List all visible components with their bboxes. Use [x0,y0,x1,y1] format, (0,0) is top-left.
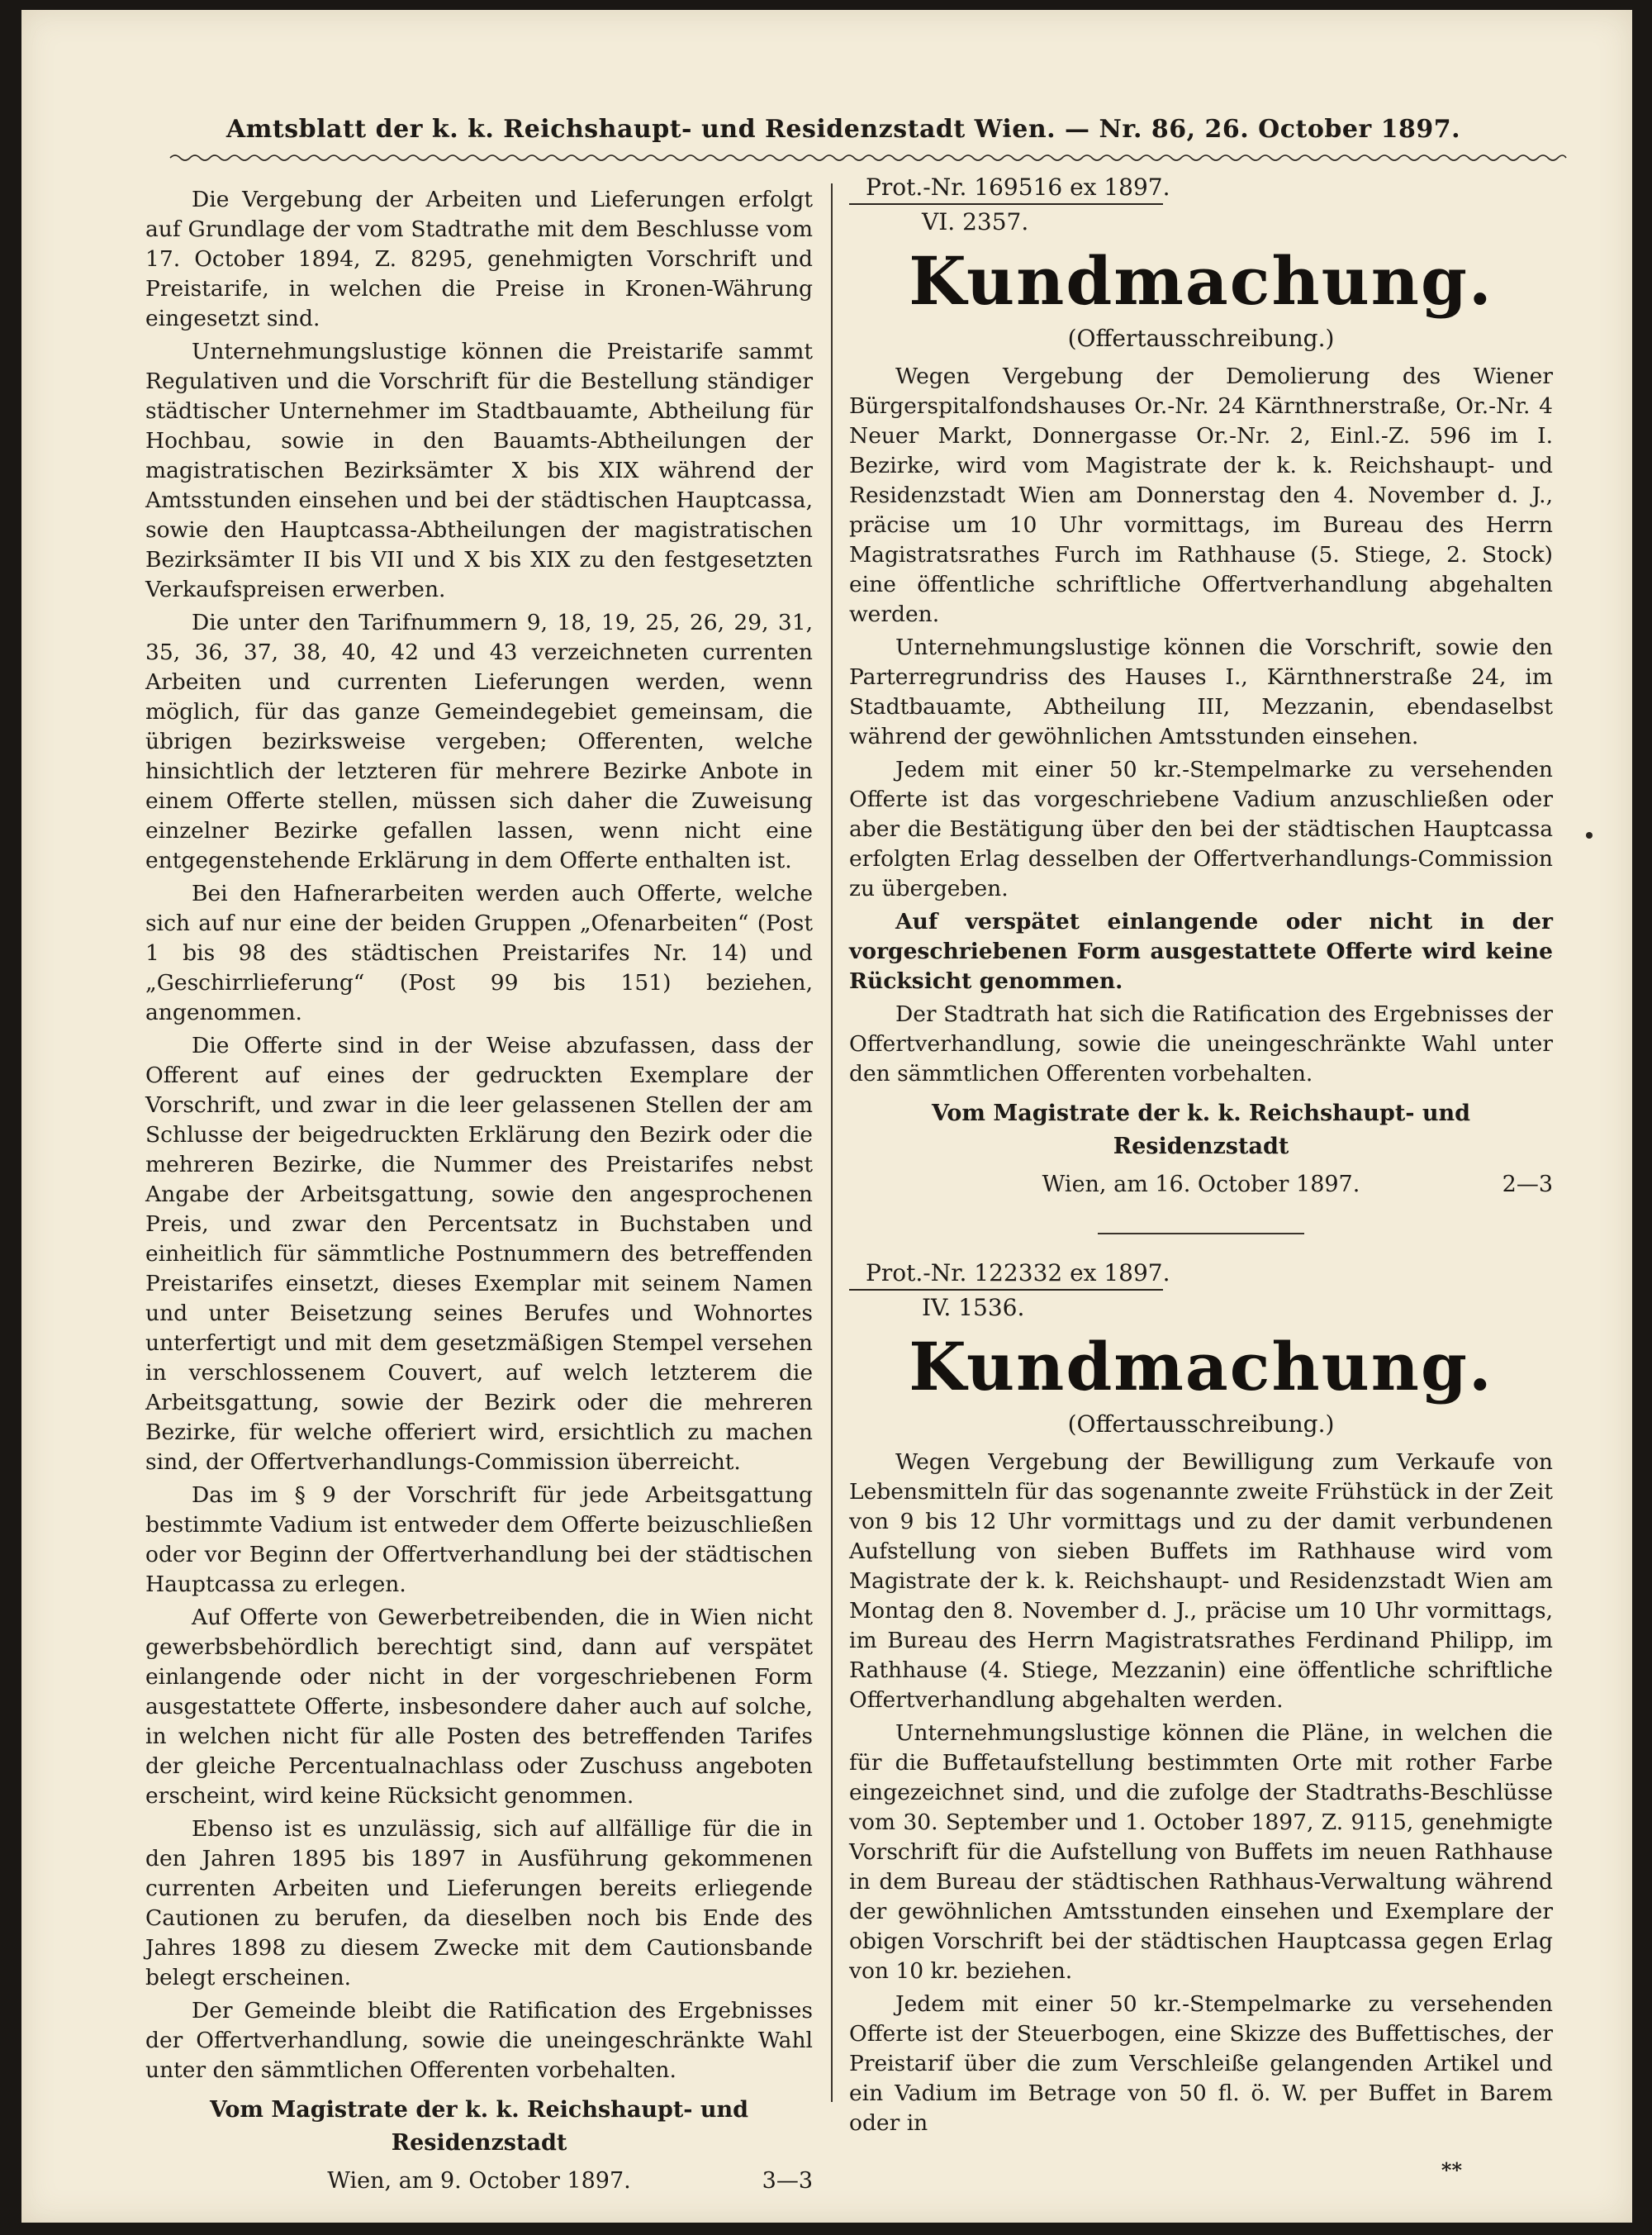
left-column [145,185,813,2194]
left-paragraph: Das im § 9 der Vorschrift für jede Arbeitsgattung bestimmte Vadium ist entweder dem Offerte beizuschließen oder vor Beginn der Offertverhandlung bei der städtischen Hauptcassa zu erlegen. [145,1482,813,1597]
notice2-sub-number: IV. 1536. [922,1294,1025,1321]
left-paragraph: Bei den Hafnerarbeiten werden auch Offerte, welche sich auf nur eine der beiden Gruppen „Ofenarbeiten“ (Post 1 bis 98 des städtischen Preistarifes Nr. 14) und „Geschirrlieferung“ (Post 99 bis 151) beziehen, angenommen. [145,881,813,1025]
notice1-signature: Vom Magistrate der k. k. Reichshaupt- und Residenzstadt [931,1101,1471,1159]
margin-dot [1586,832,1593,839]
notice1-issue-number: 2—3 [1502,1172,1553,1197]
left-paragraph: Ebenso ist es unzulässig, sich auf allfällige für die in den Jahren 1895 bis 1897 in Ausführung gekommenen currenten Arbeiten und Lieferungen bereits erliegende Cautionen zu berufen, da dieselben noch bis Ende des Jahres 1898 zu diesem Zwecke mit dem Cautionsbande belegt erscheinen. [145,1816,813,1990]
column-divider [831,183,833,2102]
left-signature: Vom Magistrate der k. k. Reichshaupt- und Residenzstadt [209,2097,749,2156]
left-date-line [145,2165,813,2198]
notice1-date: Wien, am 16. October 1897. [1042,1172,1360,1197]
continuation-mark: ** [1441,2158,1462,2182]
notice1-sub-number: VI. 2357. [922,208,1029,235]
left-date: Wien, am 9. October 1897. [327,2168,631,2194]
notice-separator [1098,1233,1304,1234]
notice2-paragraph: Wegen Vergebung der Bewilligung zum Verkaufe von Lebensmitteln für das sogenannte zweite Frühstück in der Zeit von 9 bis 12 Uhr vormittags und zu der damit verbundenen Aufstellung von sieben Buffets im Rathhause wird vom Magistrate der k. k. Reichshaupt- und Residenzstadt Wien am Montag den 8. November d. J., präcise um 10 Uhr vormittags, im Bureau des Herrn Magistratsrathes Ferdinand Philipp, im Rathhause (4. Stiege, Mezzanin) eine öffentliche schriftliche Offertverhandlung abgehalten werden. [849,1449,1553,1713]
left-issue-number: 3—3 [762,2168,813,2194]
notice-buffets [849,1259,1553,2183]
notice1-subtitle: (Offertausschreibung.) [1067,325,1335,352]
notice1-date-line [849,1168,1553,1201]
left-paragraph: Auf Offerte von Gewerbetreibenden, die in Wien nicht gewerbsbehördlich berechtigt sind, dann auf verspätet einlangende oder nicht in der vorgeschriebenen Form ausgestattete Offerte, insbesondere daher auch auf solche, in welchen nicht für alle Posten des betreffenden Tarifes der gleiche Percentualnachlass oder Zuschuss angeboten erscheint, wird keine Rücksicht genommen. [145,1605,813,1809]
newspaper-page [21,10,1632,2223]
notice1-paragraph: Der Stadtrath hat sich die Ratification des Ergebnisses der Offertverhandlung, sowie die uneingeschränkte Wahl unter den sämmtlichen Offerenten vorbehalten. [849,1001,1553,1087]
notice1-prot-number: Prot.-Nr. 169516 ex 1897. [849,174,1163,205]
left-paragraph: Die unter den Tarifnummern 9, 18, 19, 25, 26, 29, 31, 35, 36, 37, 38, 40, 42 und 43 verzeichneten currenten Arbeiten und currenten Lieferungen werden, wenn möglich, für das ganze Gemeindegebiet gemeinsam, die übrigen bezirksweise vergeben; Offerenten, welche hinsichtlich der letzteren für mehrere Bezirke Anbote in einem Offerte stellen, müssen sich daher die Zuweisung einzelner Bezirke gefallen lassen, wenn nicht eine entgegenstehende Erklärung in dem Offerte enthalten ist. [145,610,813,873]
notice2-title: Kundmachung. [909,1328,1493,1405]
notice1-paragraph: Jedem mit einer 50 kr.-Stempelmarke zu versehenden Offerte ist das vorgeschriebene Vadium anzuschließen oder aber die Bestätigung über den bei der städtischen Hauptcassa erfolgten Erlag desselben der Offertverhandlungs-Commission zu übergeben. [849,757,1553,901]
notice2-prot-number: Prot.-Nr. 122332 ex 1897. [849,1259,1163,1291]
left-paragraph: Die Vergebung der Arbeiten und Lieferungen erfolgt auf Grundlage der vom Stadtrathe mit dem Beschlusse vom 17. October 1894, Z. 8295, genehmigten Vorschrift und Preistarife, in welchen die Preise in Kronen-Währung eingesetzt sind. [145,187,813,331]
left-paragraph: Unternehmungslustige können die Preistarife sammt Regulativen und die Vorschrift für die Bestellung ständiger städtischer Unternehmer im Stadtbauamte, Abtheilung für Hochbau, sowie in den Bauamts-Abtheilungen der magistratischen Bezirksämter X bis XIX während der Amtsstunden einsehen und bei der städtischen Hauptcassa, sowie den Hauptcassa-Abtheilungen der magistratischen Bezirksämter II bis VII und X bis XIX zu den festgesetzten Verkaufspreisen erwerben. [145,339,813,602]
notice1-paragraph: Wegen Vergebung der Demolierung des Wiener Bürgerspitalfondshauses Or.-Nr. 24 Kärnthnerstraße, Or.-Nr. 4 Neuer Markt, Donnergasse Or.-Nr. 2, Einl.-Z. 596 im I. Bezirke, wird vom Magistrate der k. k. Reichshaupt- und Residenzstadt Wien am Donnerstag den 4. November d. J., präcise um 10 Uhr vormittags, im Bureau des Herrn Magistratsrathes Furch im Rathhause (5. Stiege, 2. Stock) eine öffentliche schriftliche Offertverhandlung abgehalten werden. [849,364,1553,627]
notice2-paragraph: Unternehmungslustige können die Pläne, in welchen die für die Buffetaufstellung bestimmten Orte mit rother Farbe eingezeichnet sind, und die zufolge der Stadtraths-Beschlüsse vom 30. September und 1. October 1897, Z. 9115, genehmigte Vorschrift für die Aufstellung von Buffets im neuen Rathhause in dem Bureau der städtischen Rathhaus-Verwaltung während der gewöhnlichen Amtsstunden einsehen und Exemplare der obigen Vorschrift bei der städtischen Hauptcassa gegen Erlag von 10 kr. beziehen. [849,1720,1553,1984]
notice2-paragraph: Jedem mit einer 50 kr.-Stempelmarke zu versehenden Offerte ist der Steuerbogen, eine Skizze des Buffettisches, der Preistarif über die zum Verschleiße gelangenden Artikel und ein Vadium im Betrage von 50 fl. ö. W. per Buffet in Barem oder in [849,1991,1553,2136]
left-paragraph: Die Offerte sind in der Weise abzufassen, dass der Offerent auf eines der gedruckten Exemplare der Vorschrift, und zwar in die leer gelassenen Stellen der am Schlusse der beigedruckten Erklärung den Bezirk oder die mehreren Bezirke, die Nummer des Preistarifes nebst Angabe der Arbeitsgattung, sowie den angesprochenen Preis, und zwar den Percentsatz in Buchstaben und einheitlich für sämmtliche Postnummern des betreffenden Preistarifes einsetzt, dieses Exemplar mit seinem Namen und unter Beisetzung seines Berufes und Wohnortes unterfertigt und mit dem gesetzmäßigen Stempel versehen in verschlossenem Couvert, auf welch letzterem die Arbeitsgattung, sowie der Bezirk oder die mehreren Bezirke, für welche offeriert wird, ersichtlich zu machen sind, der Offertverhandlungs-Commission überreicht. [145,1033,813,1475]
notice2-subtitle: (Offertausschreibung.) [1067,1410,1335,1438]
left-paragraph: Der Gemeinde bleibt die Ratification des Ergebnisses der Offertverhandlung, sowie die uneingeschränkte Wahl unter den sämmtlichen Offerenten vorbehalten. [145,1998,813,2083]
notice1-paragraph: Unternehmungslustige können die Vorschrift, sowie den Parterregrundriss des Hauses I., Kärnthnerstraße 24, im Stadtbauamte, Abtheilung III, Mezzanin, ebendaselbst während der gewöhnlichen Amtsstunden einsehen. [849,635,1553,749]
notice1-title: Kundmachung. [909,242,1493,320]
header-wavy-rule [170,152,1566,164]
right-column [849,174,1553,2181]
page-header: Amtsblatt der k. k. Reichshaupt- und Residenzstadt Wien. — Nr. 86, 26. October 1897. [225,115,1461,144]
notice-demolition [849,174,1553,1201]
notice1-paragraph: Auf verspätet einlangende oder nicht in der vorgeschriebenen Form ausgestattete Offerte wird keine Rücksicht genommen. [849,909,1553,994]
